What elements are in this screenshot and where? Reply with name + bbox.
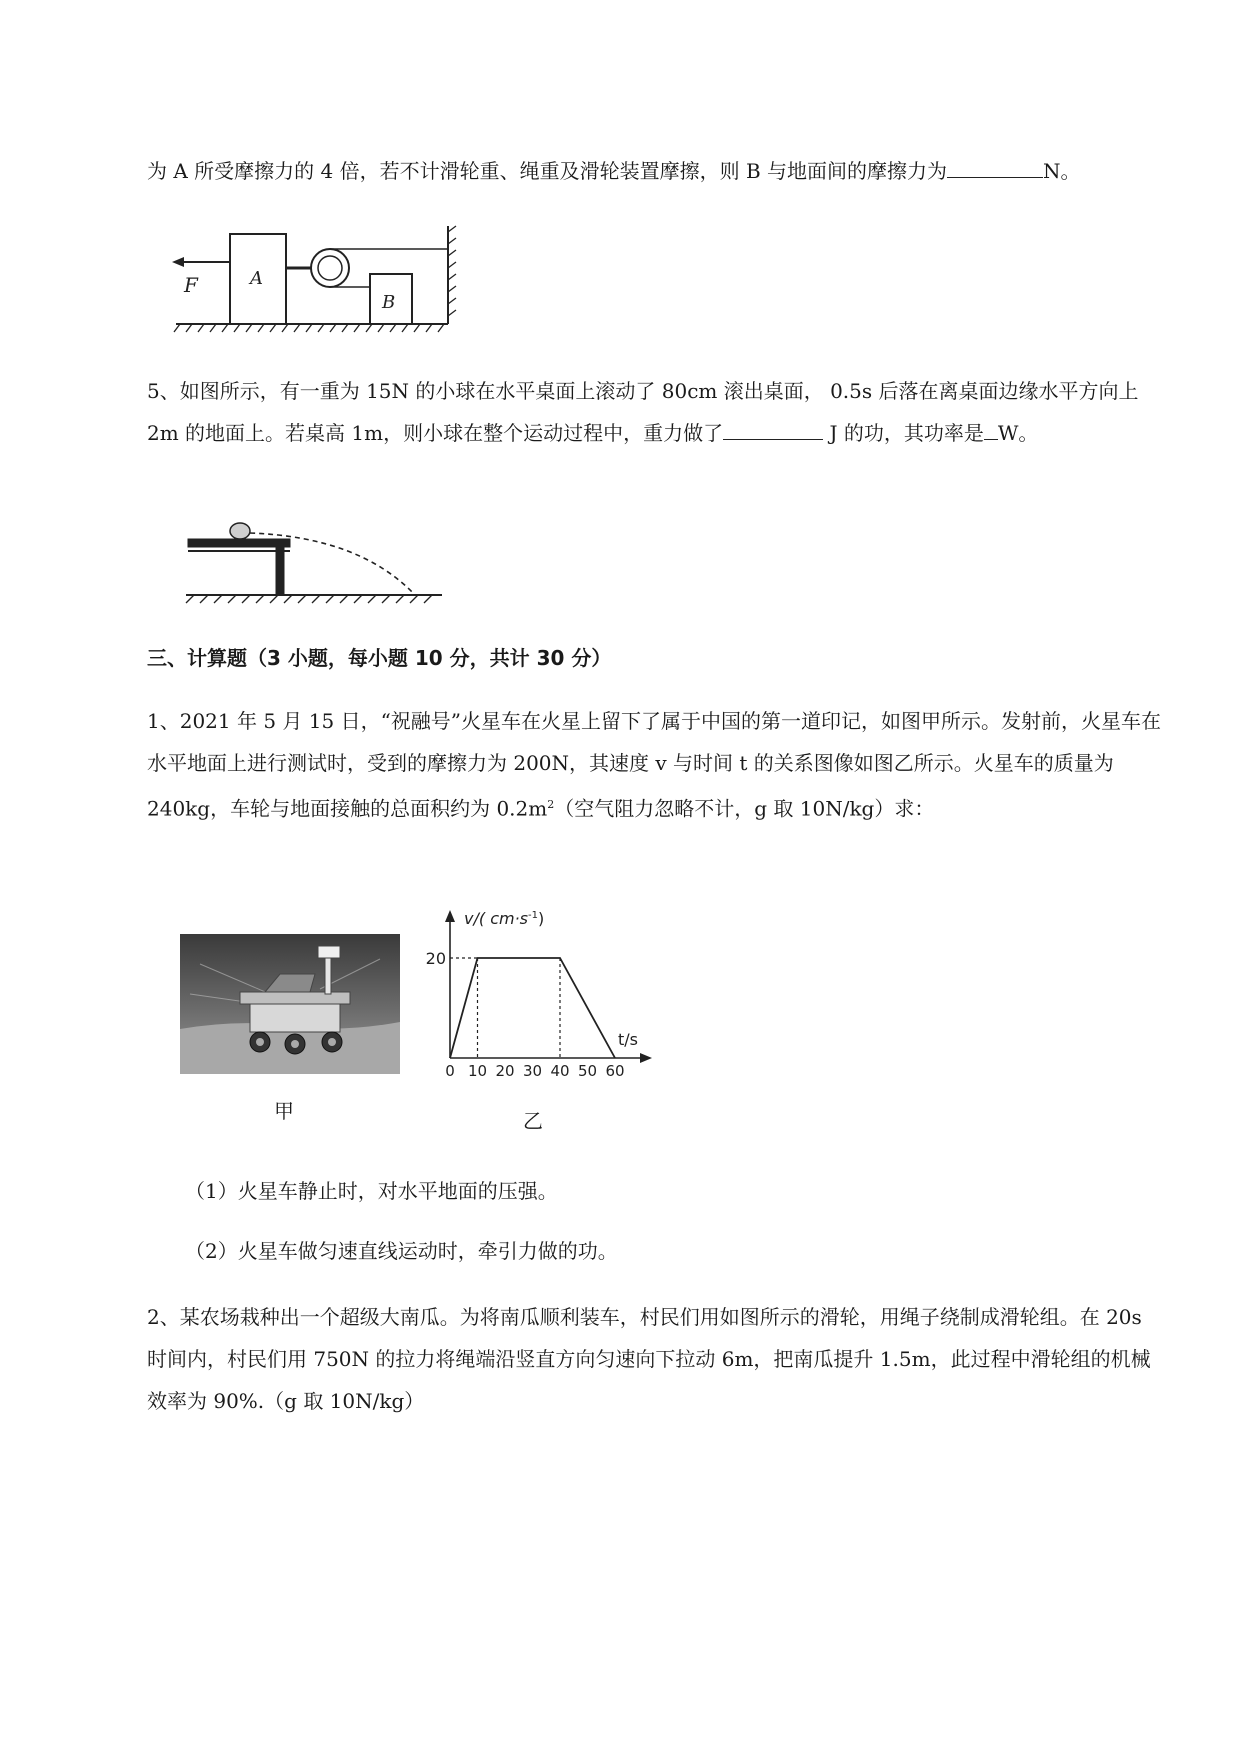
ground-hatch xyxy=(174,324,444,332)
answer-blank[interactable] xyxy=(984,417,998,440)
wall-hatch xyxy=(448,226,456,316)
answer-blank[interactable] xyxy=(947,155,1043,178)
x-axis-label: t/s xyxy=(618,1030,638,1049)
x-tick-label: 40 xyxy=(550,1062,570,1080)
caption-jia: 甲 xyxy=(274,1099,294,1123)
label-f: F xyxy=(184,273,198,297)
ground-hatch xyxy=(186,595,432,603)
pulley-wheel xyxy=(311,249,349,287)
q5-paragraph xyxy=(147,370,1162,454)
projectile-figure xyxy=(180,515,450,605)
section-title: 三、计算题（3 小题，每小题 10 分，共计 30 分） xyxy=(147,646,612,670)
y-axis-arrow xyxy=(445,910,455,922)
caption-yi: 乙 xyxy=(523,1109,543,1133)
mars-rover-photo xyxy=(180,934,400,1074)
area-unit: m xyxy=(528,796,548,821)
c1-text: 1、2021 年 5 月 15 日，“祝融号”火星车在火星上留下了属于中国的第一道印记，如图甲所示。发射前，火星车在水平地面上进行测试时，受到的摩擦力为 200N，其速度 v 与时间 t 的关系图像如图乙所示。火星车的质量为 240kg，车轮与地面接触的总面积约为 0.2 xyxy=(147,709,1162,821)
tabletop xyxy=(188,539,290,547)
ball xyxy=(230,523,250,539)
x-tick-label: 0 xyxy=(445,1062,455,1080)
pulley-figure xyxy=(170,222,460,337)
q4-tail-paragraph xyxy=(147,150,1162,192)
label-a: A xyxy=(250,268,263,289)
x-tick-label: 20 xyxy=(495,1062,515,1080)
x-tick-label: 60 xyxy=(605,1062,625,1080)
q5-text-1: 5、如图所示，有一重为 15N 的小球在水平桌面上滚动了 80cm 滚出桌面， 0.5s 后落在离桌面边缘水平方向上 2m 的地面上。若桌高 1m，则小球在整个运动过程中，重力做了 xyxy=(147,379,1139,445)
q5-text-2: J 的功，其功率是 xyxy=(829,421,984,445)
q5-text-3: W。 xyxy=(997,421,1039,445)
velocity-time-chart xyxy=(425,900,658,1090)
c1-sub-question-2: （2）火星车做匀速直线运动时，牵引力做的功。 xyxy=(185,1239,618,1263)
q4-tail-text: 为 A 所受摩擦力的 4 倍，若不计滑轮重、绳重及滑轮装置摩擦，则 B 与地面间的摩擦力为 xyxy=(147,159,948,183)
area-unit-sup: 2 xyxy=(547,798,555,811)
label-b: B xyxy=(382,292,396,313)
x-tick-label: 50 xyxy=(577,1062,598,1080)
x-tick-label: 10 xyxy=(467,1062,488,1080)
q4-unit: N。 xyxy=(1043,159,1081,183)
y-axis-label: v/( $cm\cdot s^{-1}$) xyxy=(464,909,545,928)
table-leg xyxy=(276,547,284,595)
y-tick-label: 20 xyxy=(425,949,446,968)
velocity-series-line xyxy=(450,958,615,1058)
c1-paragraph xyxy=(147,700,1162,830)
c2-paragraph: 2、某农场栽种出一个超级大南瓜。为将南瓜顺利装车，村民们用如图所示的滑轮，用绳子绕制成滑轮组。在 20s 时间内，村民们用 750N 的拉力将绳端沿竖直方向匀速向下拉动 6m，把南瓜提升 1.5m，此过程中滑轮组的机械效率为 90%.（g 取 10N/kg） xyxy=(147,1305,1151,1413)
c1-text-after: （空气阻力忽略不计，g 取 10N/kg）求： xyxy=(554,796,935,821)
x-axis-arrow xyxy=(640,1053,652,1063)
c1-sub-question-1: （1）火星车静止时，对水平地面的压强。 xyxy=(185,1179,558,1203)
answer-blank[interactable] xyxy=(723,417,823,440)
x-tick-label: 30 xyxy=(522,1062,543,1080)
